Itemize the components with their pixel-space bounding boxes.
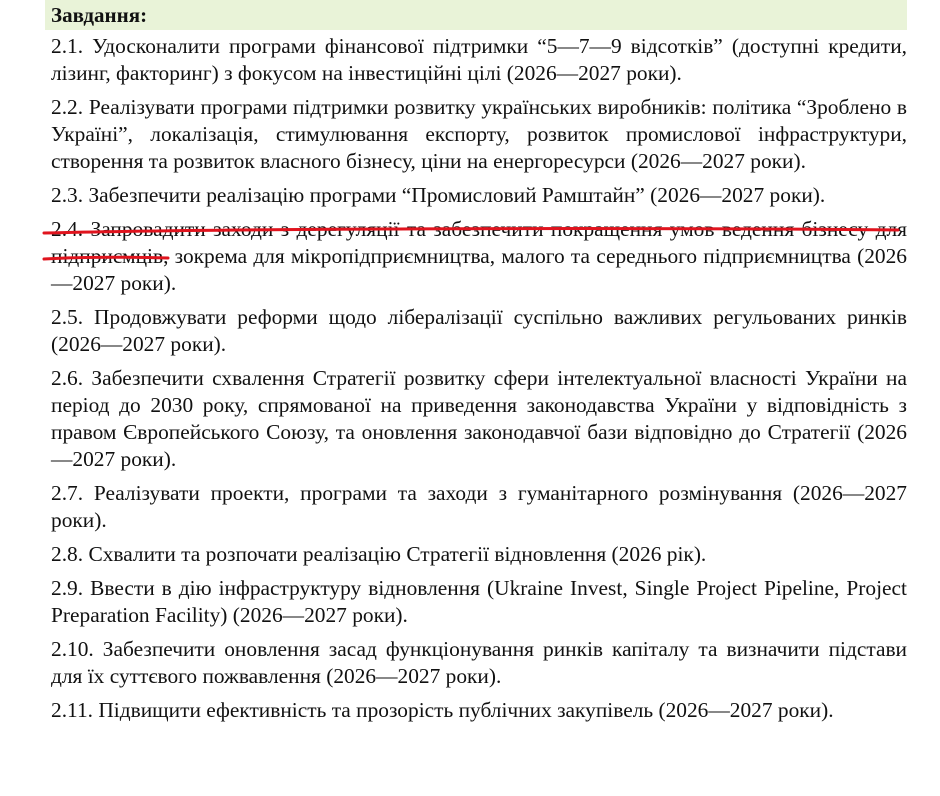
task-item-2-4 <box>51 213 907 301</box>
task-text: Удосконалити програми фінансової підтримки “5—7—9 відсотків” (доступні кредити, лізинг, факторинг) з фокусом на інвестиційні цілі (2026—2027 роки). <box>51 34 907 85</box>
task-number: 2.3. <box>51 183 84 207</box>
task-text: Реалізувати проекти, програми та заходи з гуманітарного розмінування (2026—2027 роки). <box>51 481 907 532</box>
task-item-2-1 <box>51 30 907 91</box>
task-item-2-5 <box>51 301 907 362</box>
task-number: 2.2. <box>51 95 84 119</box>
task-text: Продовжувати реформи щодо лібералізації суспільно важливих регульованих ринків (2026—2027 роки). <box>51 305 907 356</box>
task-text: Підвищити ефективність та прозорість публічних закупівель (2026—2027 роки). <box>98 698 834 722</box>
task-text: Реалізувати програми підтримки розвитку українських виробників: політика “Зроблено в Україні”, локалізація, стимулювання експорту, розвиток промислової інфраструктури, створення та розвиток власного бізнесу, ціни на енергоресурси (2026—2027 роки). <box>51 95 907 173</box>
task-number: 2.6. <box>51 366 84 390</box>
task-item-2-7 <box>51 477 907 538</box>
task-text: Забезпечити оновлення засад функціонування ринків капіталу та визначити підстави для їх суттєвого пожвавлення (2026—2027 роки). <box>51 637 907 688</box>
task-item-2-10 <box>51 633 907 694</box>
task-text: Запровадити заходи з дерегуляції та забезпечити покращення умов ведення бізнесу для підприємців, зокрема для мікропідприємництва, малого та середнього підприємництва (2026—2027 роки). <box>51 217 907 295</box>
task-number: 2.10. <box>51 637 94 661</box>
task-item-2-2 <box>51 91 907 179</box>
task-number: 2.9. <box>51 576 84 600</box>
section-title: Завдання: <box>51 3 148 27</box>
task-number: 2.4. <box>51 217 84 241</box>
task-list-section <box>45 0 907 728</box>
task-text: Забезпечити схвалення Стратегії розвитку сфери інтелектуальної власності України на період до 2030 року, спрямованої на приведення законодавства України у відповідність з правом Європейського Союзу, та оновлення законодавчої бази відповідно до Стратегії (2026—2027 роки). <box>51 366 907 471</box>
task-number: 2.5. <box>51 305 84 329</box>
task-text: Забезпечити реалізацію програми “Промисловий Рамштайн” (2026—2027 роки). <box>88 183 826 207</box>
task-item-2-8 <box>51 538 907 572</box>
task-text: Ввести в дію інфраструктуру відновлення (Ukraine Invest, Single Project Pipeline, Project Preparation Facility) (2026—2027 роки). <box>51 576 907 627</box>
task-item-2-6 <box>51 362 907 477</box>
task-text: Схвалити та розпочати реалізацію Стратегії відновлення (2026 рік). <box>88 542 707 566</box>
task-item-2-11 <box>51 694 907 728</box>
task-item-2-3 <box>51 179 907 213</box>
task-number: 2.1. <box>51 34 84 58</box>
task-number: 2.11. <box>51 698 93 722</box>
task-list <box>45 30 907 728</box>
task-number: 2.7. <box>51 481 84 505</box>
section-header <box>45 0 907 30</box>
task-number: 2.8. <box>51 542 84 566</box>
task-item-2-9 <box>51 572 907 633</box>
